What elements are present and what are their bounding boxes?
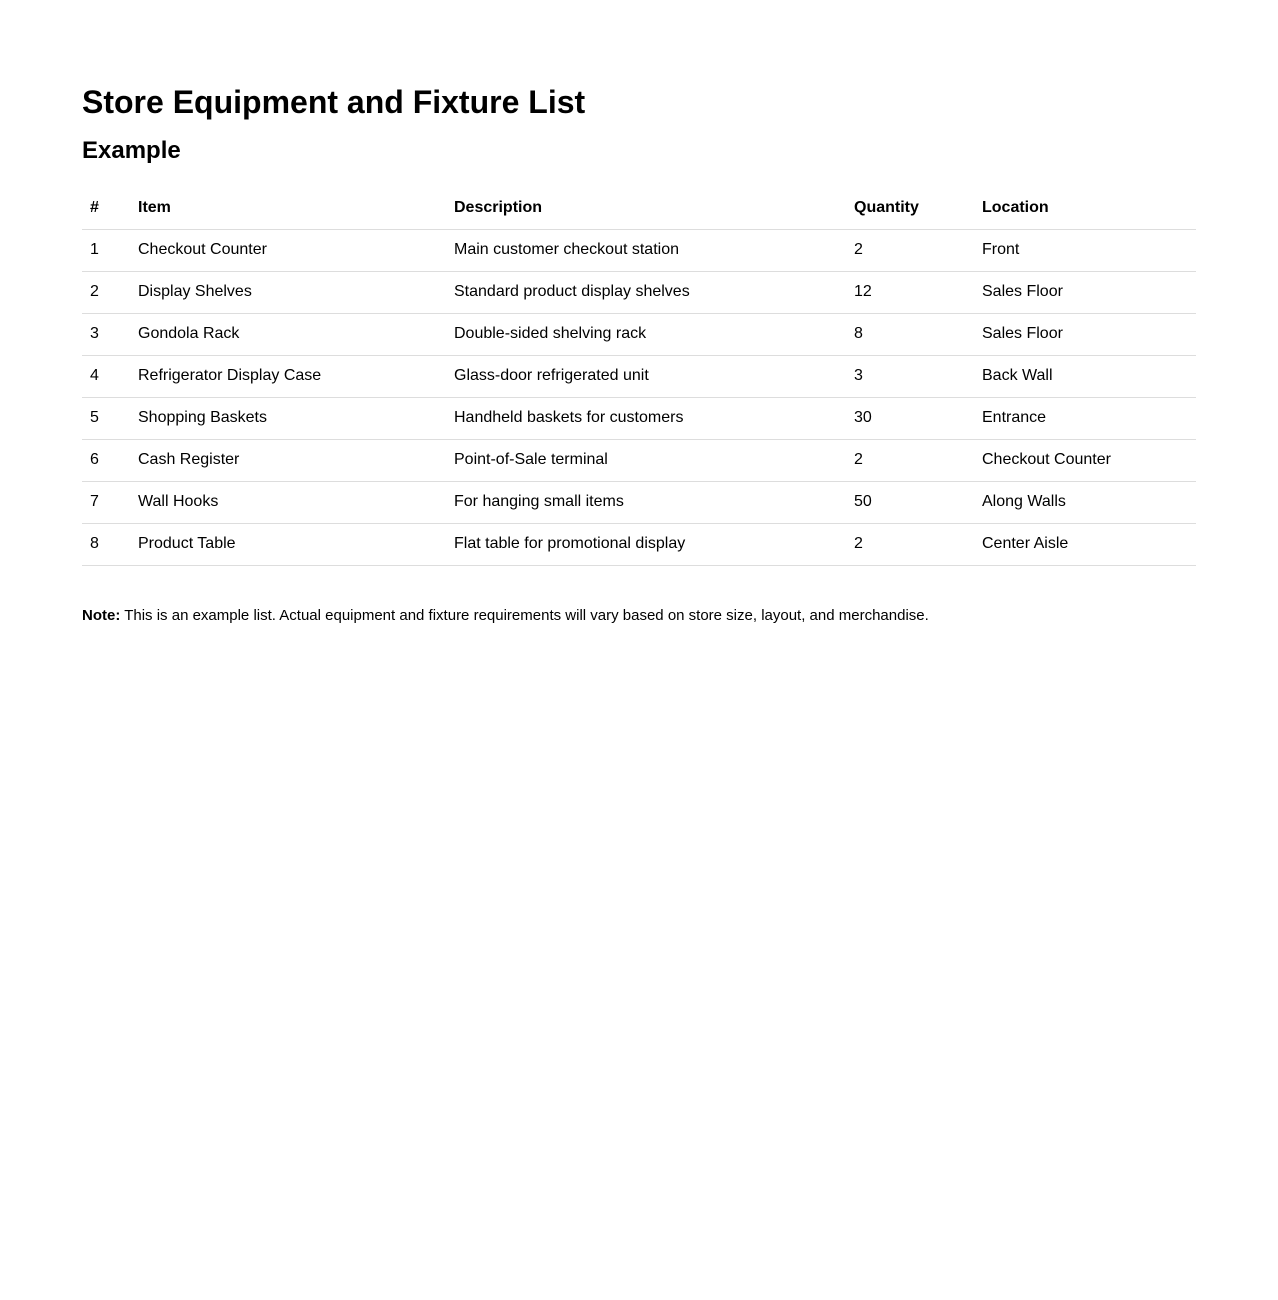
cell-number: 5: [82, 397, 130, 439]
cell-description: Handheld baskets for customers: [446, 397, 846, 439]
cell-number: 1: [82, 229, 130, 271]
cell-description: Standard product display shelves: [446, 271, 846, 313]
cell-location: Entrance: [974, 397, 1196, 439]
cell-number: 4: [82, 355, 130, 397]
cell-item: Gondola Rack: [130, 313, 446, 355]
cell-location: Along Walls: [974, 481, 1196, 523]
cell-location: Back Wall: [974, 355, 1196, 397]
cell-quantity: 50: [846, 481, 974, 523]
cell-quantity: 8: [846, 313, 974, 355]
table-row: [82, 271, 1196, 313]
cell-item: Wall Hooks: [130, 481, 446, 523]
cell-quantity: 2: [846, 523, 974, 565]
cell-item: Cash Register: [130, 439, 446, 481]
cell-description: Double-sided shelving rack: [446, 313, 846, 355]
cell-description: Main customer checkout station: [446, 229, 846, 271]
cell-item: Shopping Baskets: [130, 397, 446, 439]
cell-quantity: 3: [846, 355, 974, 397]
page-title: Store Equipment and Fixture List: [82, 84, 586, 120]
cell-number: 2: [82, 271, 130, 313]
cell-quantity: 30: [846, 397, 974, 439]
cell-location: Sales Floor: [974, 313, 1196, 355]
header-number: #: [82, 187, 130, 229]
cell-number: 3: [82, 313, 130, 355]
cell-item: Display Shelves: [130, 271, 446, 313]
cell-description: Point-of-Sale terminal: [446, 439, 846, 481]
cell-description: Glass-door refrigerated unit: [446, 355, 846, 397]
table-row: [82, 397, 1196, 439]
cell-item: Refrigerator Display Case: [130, 355, 446, 397]
table-row: [82, 355, 1196, 397]
header-location: Location: [974, 187, 1196, 229]
page-subtitle: Example: [82, 137, 181, 164]
cell-number: 6: [82, 439, 130, 481]
cell-quantity: 2: [846, 439, 974, 481]
cell-item: Product Table: [130, 523, 446, 565]
cell-quantity: 12: [846, 271, 974, 313]
cell-item: Checkout Counter: [130, 229, 446, 271]
cell-location: Front: [974, 229, 1196, 271]
cell-location: Checkout Counter: [974, 439, 1196, 481]
note-text: This is an example list. Actual equipment and fixture requirements will vary based on store size, layout, and merchandise.: [120, 607, 929, 624]
table-row: [82, 523, 1196, 565]
note-label: Note:: [82, 607, 121, 624]
cell-number: 8: [82, 523, 130, 565]
cell-location: Sales Floor: [974, 271, 1196, 313]
table-row: [82, 481, 1196, 523]
note: [82, 606, 929, 626]
equipment-table: [82, 187, 1196, 566]
cell-number: 7: [82, 481, 130, 523]
cell-description: For hanging small items: [446, 481, 846, 523]
header-quantity: Quantity: [846, 187, 974, 229]
header-description: Description: [446, 187, 846, 229]
cell-description: Flat table for promotional display: [446, 523, 846, 565]
cell-quantity: 2: [846, 229, 974, 271]
header-item: Item: [130, 187, 446, 229]
table-row: [82, 313, 1196, 355]
page: [0, 0, 1278, 624]
table-row: [82, 229, 1196, 271]
table-header-row: [82, 187, 1196, 229]
table-row: [82, 439, 1196, 481]
cell-location: Center Aisle: [974, 523, 1196, 565]
